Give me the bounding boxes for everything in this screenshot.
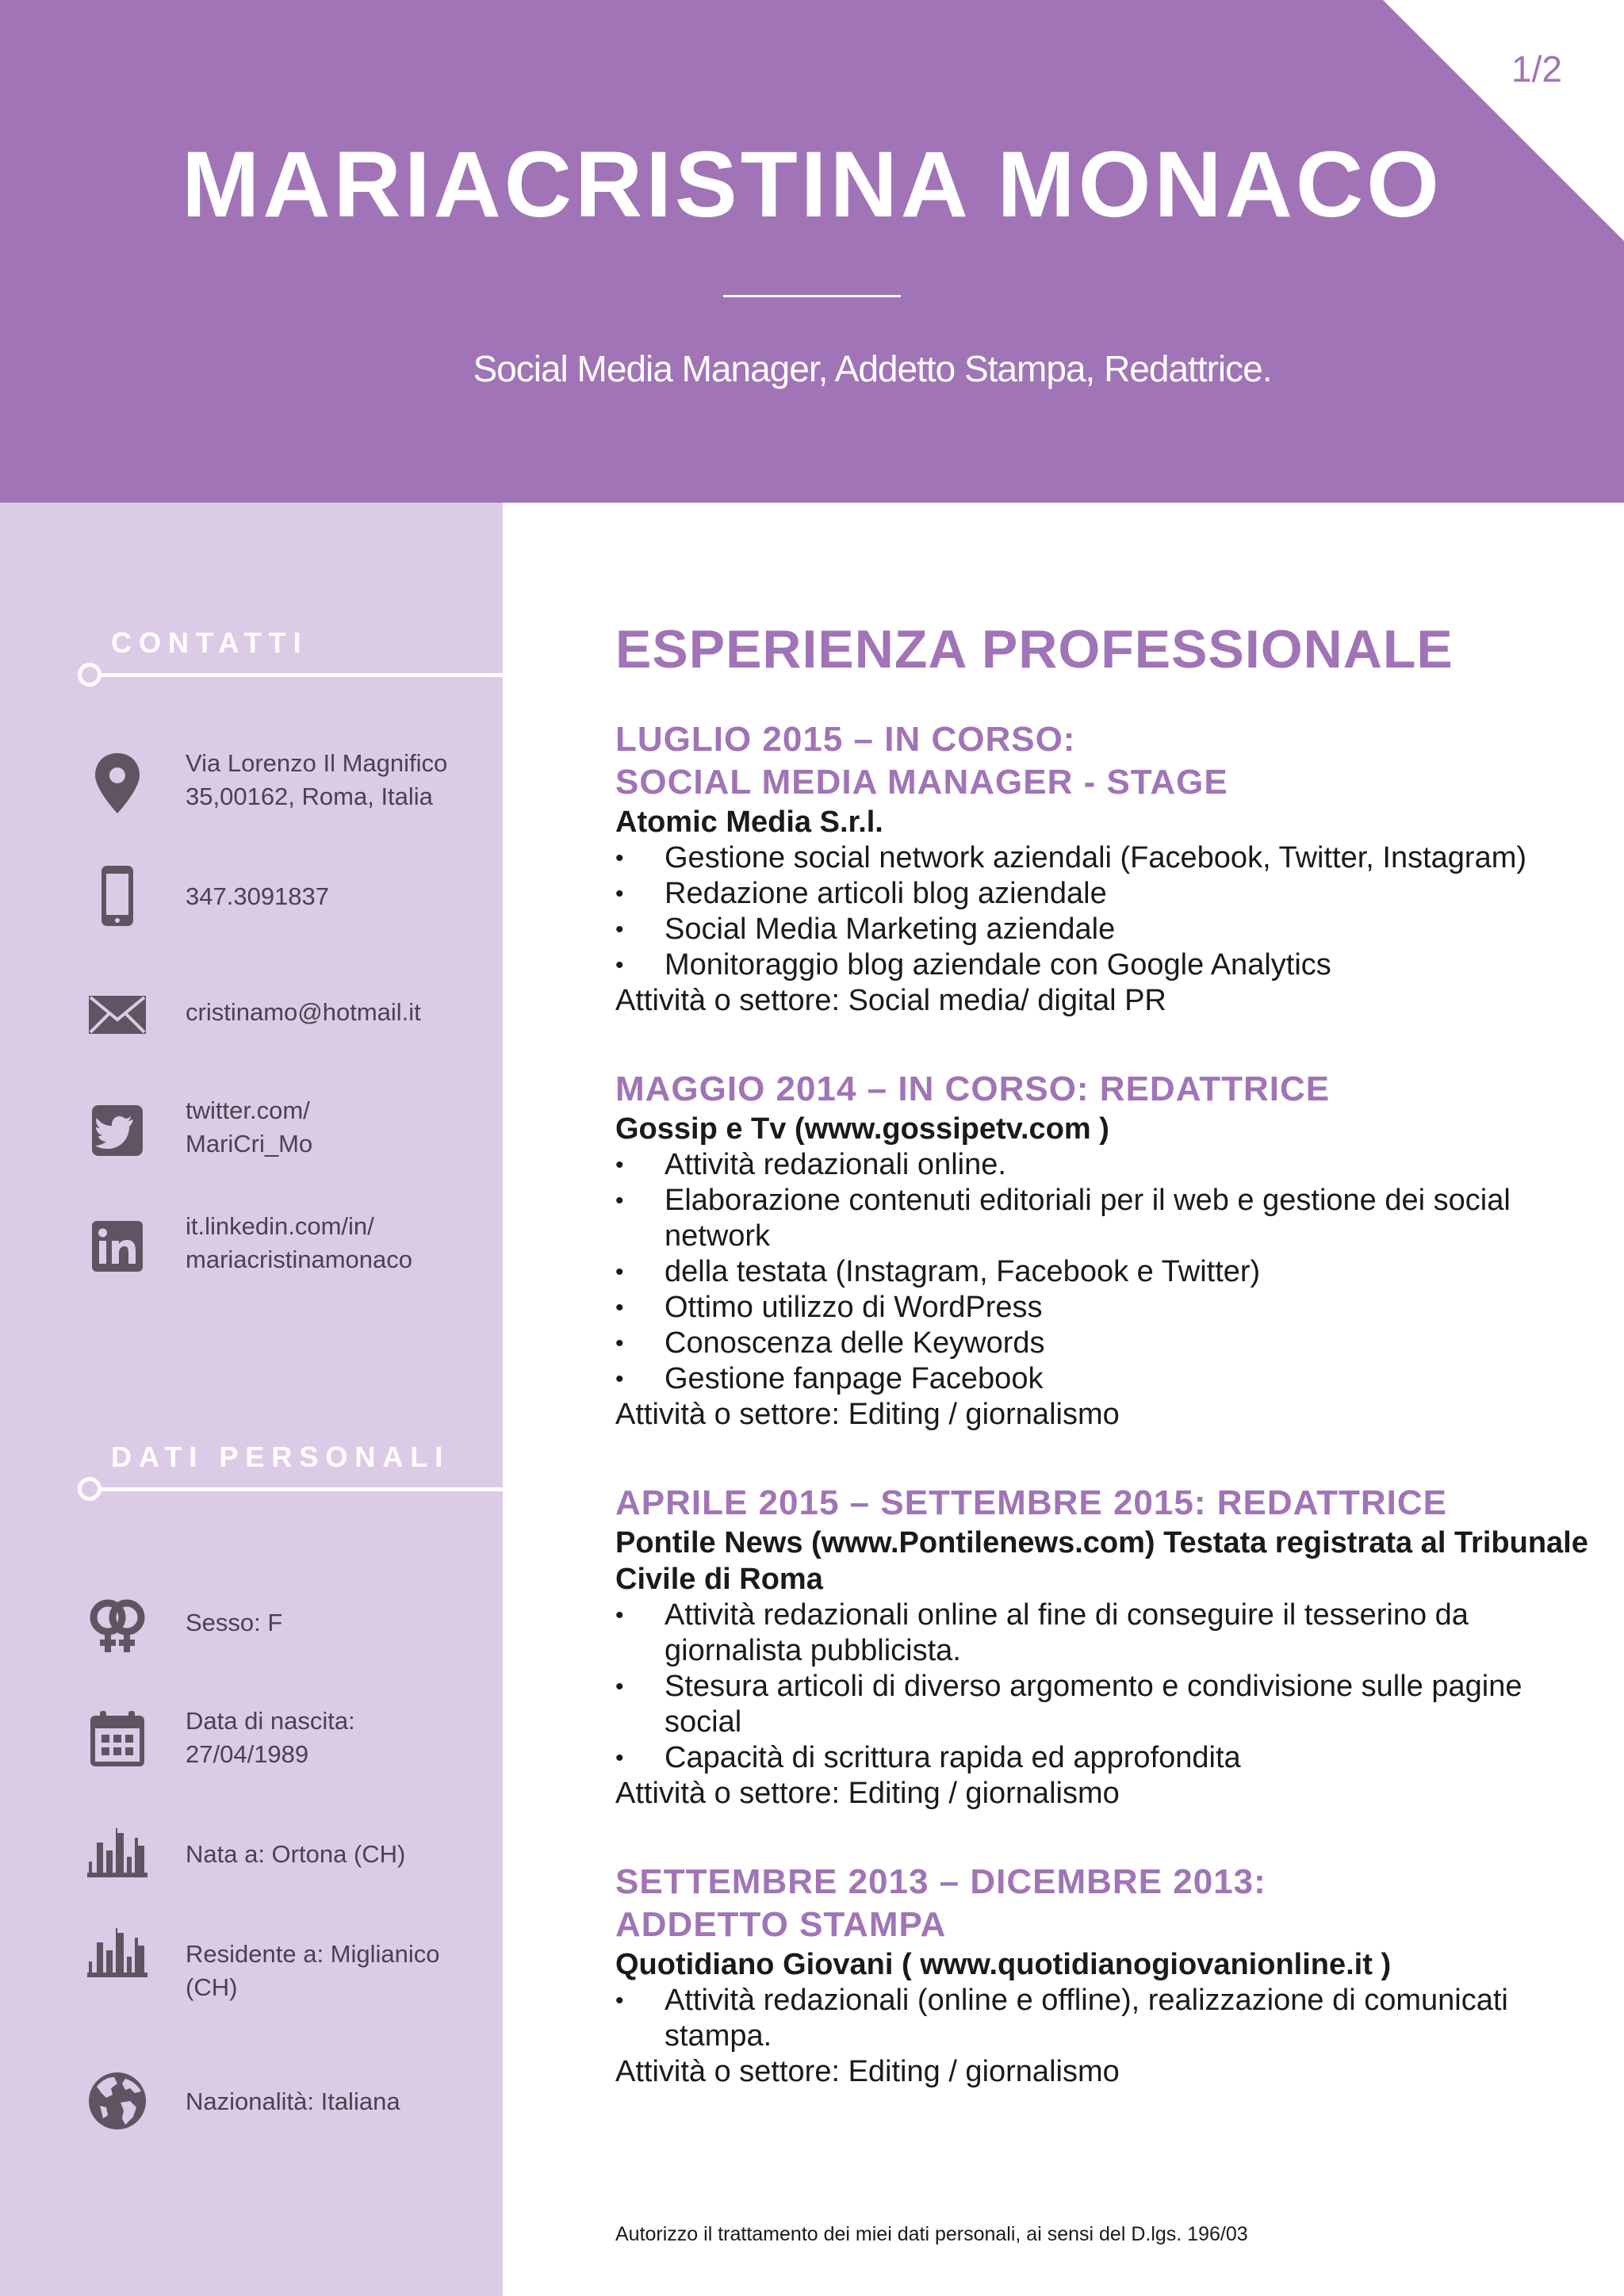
job-company: Quotidiano Giovani ( www.quotidianogiovanionline.it ): [615, 1948, 1392, 1981]
job-duties: [615, 1983, 1599, 2054]
contact-phone[interactable]: 347.3091837: [186, 882, 330, 910]
job-entry: [615, 1861, 1599, 2090]
personal-gender: Sesso: F: [186, 1609, 283, 1636]
name-divider: [723, 295, 901, 297]
contact-address[interactable]: Via Lorenzo Il Magnifico 35,00162, Roma, Italia: [186, 749, 448, 810]
header-banner: [0, 0, 1624, 503]
list-item: • Redazione articoli blog aziendale: [615, 876, 1599, 912]
list-item: • Attività redazionali (online e offline), realizzazione di comunicati stampa.: [615, 1983, 1599, 2054]
job-duties: [615, 1147, 1599, 1397]
personal-nationality: Nazionalità: Italiana: [186, 2087, 400, 2115]
job-sector: Attività o settore: Social media/ digital PR: [615, 984, 1166, 1017]
list-item: • Gestione fanpage Facebook: [615, 1361, 1599, 1397]
job-sector: Attività o settore: Editing / giornalismo: [615, 1777, 1120, 1810]
experience-title: ESPERIENZA PROFESSIONALE: [615, 619, 1454, 679]
city-skyline-icon: [86, 1822, 149, 1885]
candidate-name: MARIACRISTINA MONACO: [182, 132, 1442, 237]
experience-section: [615, 618, 1599, 2139]
list-item: • Elaborazione contenuti editoriali per il web e gestione dei social network: [615, 1183, 1599, 1254]
linkedin-icon: [86, 1215, 149, 1278]
globe-icon: [86, 2069, 149, 2133]
job-company: Pontile News (www.Pontilenews.com) Testata registrata al Tribunale Civile di Roma: [615, 1526, 1588, 1596]
candidate-subtitle: Social Media Manager, Addetto Stampa, Redattrice.: [473, 348, 1272, 389]
job-title: SETTEMBRE 2013 – DICEMBRE 2013: ADDETTO STAMPA: [615, 1862, 1266, 1944]
personal-residence: Residente a: Miglianico (CH): [186, 1940, 440, 2001]
contacts-heading-line: [89, 673, 503, 677]
contacts-heading: CONTATTI: [111, 626, 308, 659]
phone-icon: [86, 864, 149, 928]
city-skyline-icon: [86, 1922, 149, 1985]
job-entry: [615, 1068, 1599, 1433]
personal-birthplace: Nata a: Ortona (CH): [186, 1840, 406, 1868]
job-company: Atomic Media S.r.l.: [615, 806, 883, 839]
contact-linkedin[interactable]: it.linkedin.com/in/ mariacristinamonaco: [186, 1212, 412, 1273]
job-title: LUGLIO 2015 – IN CORSO: SOCIAL MEDIA MANAGER - STAGE: [615, 720, 1228, 802]
job-entry: [615, 1482, 1599, 1812]
job-entry: [615, 718, 1599, 1019]
contact-email[interactable]: cristinamo@hotmail.it: [186, 998, 421, 1026]
twitter-icon: [86, 1099, 149, 1162]
location-pin-icon: [86, 752, 149, 815]
calendar-icon: [86, 1708, 149, 1771]
job-title: MAGGIO 2014 – IN CORSO: REDATTRICE: [615, 1070, 1331, 1108]
list-item: • Stesura articoli di diverso argomento e condivisione sulle pagine social: [615, 1669, 1599, 1740]
list-item: • Capacità di scrittura rapida ed approfondita: [615, 1740, 1599, 1776]
list-item: • Ottimo utilizzo di WordPress: [615, 1290, 1599, 1326]
gender-icon: [86, 1594, 149, 1657]
list-item: • Social Media Marketing aziendale: [615, 912, 1599, 947]
job-sector: Attività o settore: Editing / giornalismo: [615, 1398, 1120, 1431]
list-item: • della testata (Instagram, Facebook e Twitter): [615, 1254, 1599, 1290]
privacy-consent-note: Autorizzo il trattamento dei miei dati personali, ai sensi del D.lgs. 196/03: [615, 2223, 1248, 2245]
job-duties: [615, 840, 1599, 983]
list-item: • Conoscenza delle Keywords: [615, 1326, 1599, 1361]
list-item: • Monitoraggio blog aziendale con Google Analytics: [615, 947, 1599, 983]
personal-heading-line: [89, 1487, 503, 1491]
contact-twitter[interactable]: twitter.com/ MariCri_Mo: [186, 1096, 313, 1158]
job-sector: Attività o settore: Editing / giornalismo: [615, 2055, 1120, 2088]
personal-heading-dot: [78, 1477, 102, 1501]
job-title: APRILE 2015 – SETTEMBRE 2015: REDATTRICE: [615, 1483, 1447, 1522]
page-number: 1/2: [1511, 48, 1562, 90]
job-duties: [615, 1598, 1599, 1776]
list-item: • Attività redazionali online al fine di conseguire il tesserino da giornalista pubblicista.: [615, 1598, 1599, 1669]
personal-birthdate: Data di nascita: 27/04/1989: [186, 1707, 355, 1768]
list-item: • Gestione social network aziendali (Facebook, Twitter, Instagram): [615, 840, 1599, 876]
envelope-icon: [86, 983, 149, 1047]
personal-data-heading: DATI PERSONALI: [111, 1441, 450, 1473]
contacts-heading-dot: [78, 663, 102, 687]
list-item: • Attività redazionali online.: [615, 1147, 1599, 1183]
job-company: Gossip e Tv (www.gossipetv.com ): [615, 1112, 1109, 1146]
